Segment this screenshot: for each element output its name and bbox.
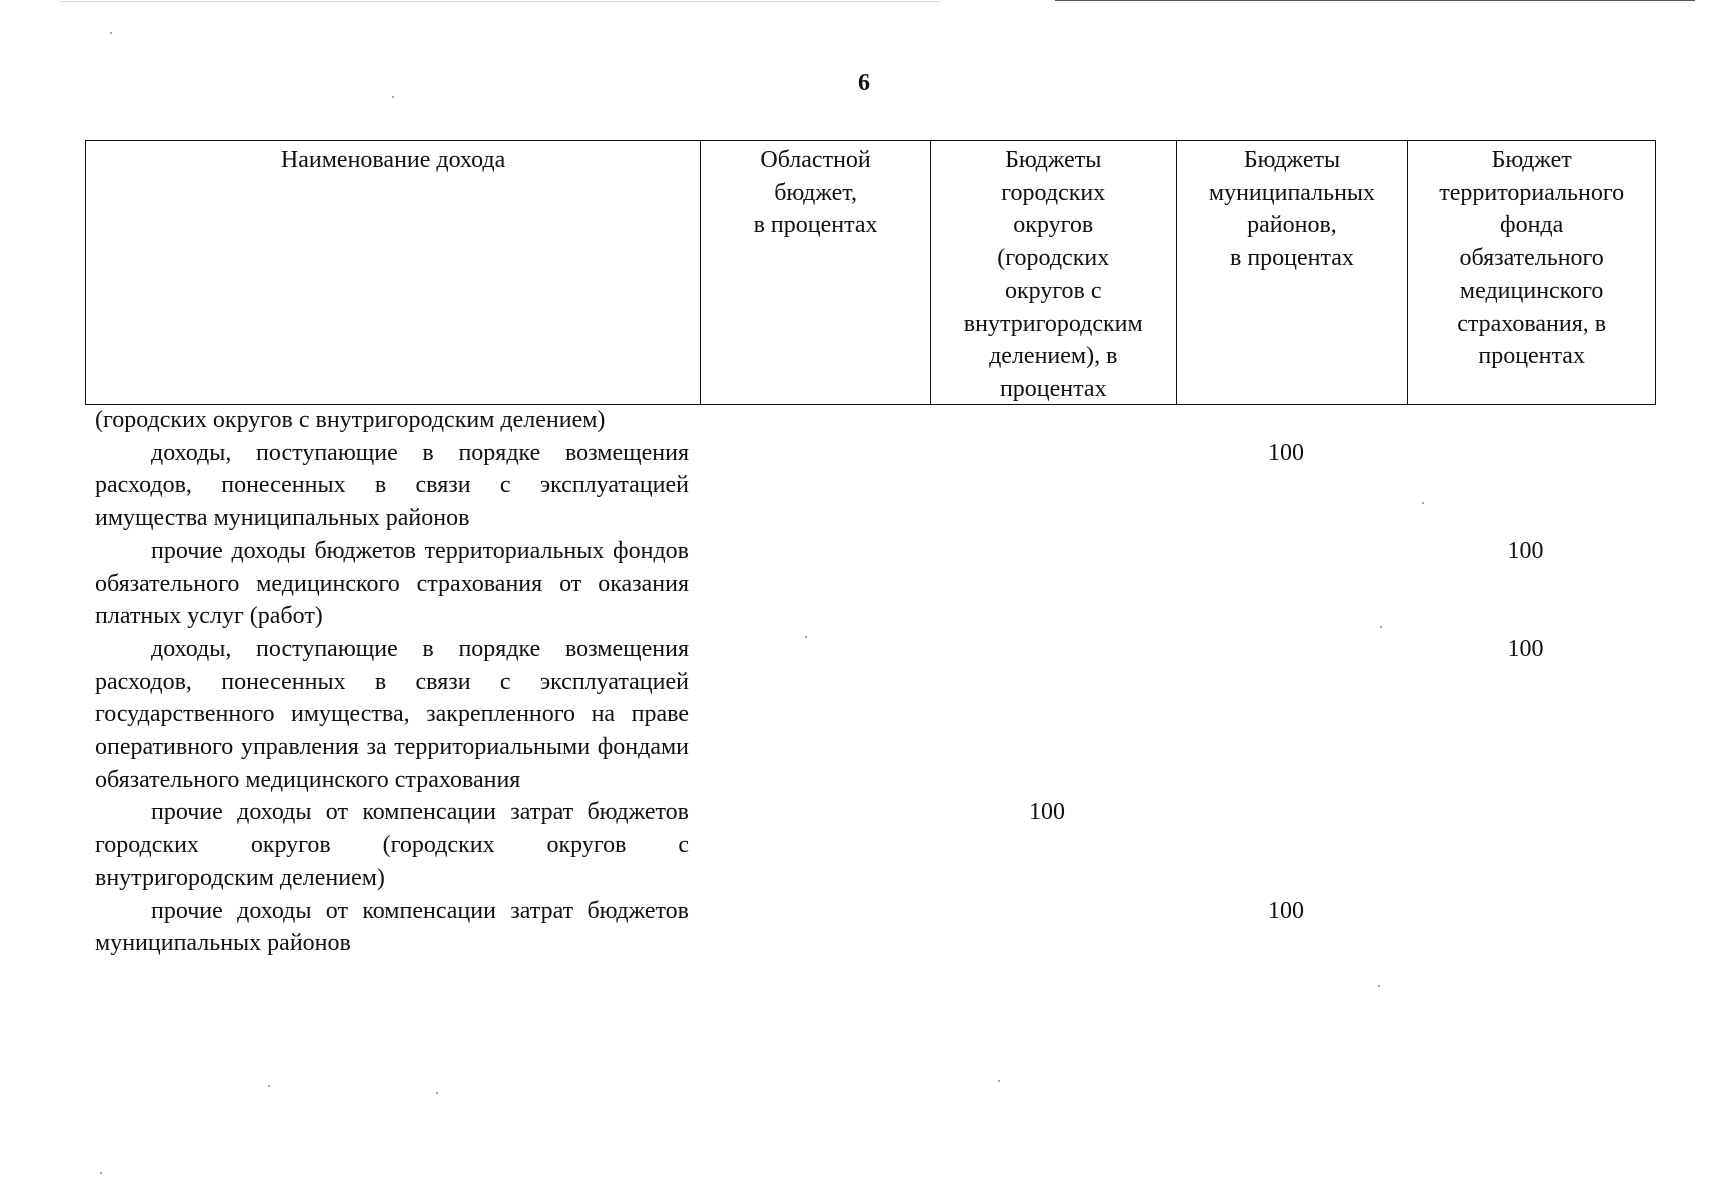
- scan-speck: [1422, 502, 1424, 504]
- header-tfoms-budget: Бюджет территориального фонда обязательного медицинского страхования, в процентах: [1439, 147, 1625, 370]
- scan-speck: [268, 1085, 270, 1087]
- scan-edge-lines: [0, 0, 1709, 4]
- table-row: [95, 633, 1655, 797]
- row-tfoms-value: 100: [1507, 537, 1544, 564]
- table-row: [95, 437, 1655, 535]
- scan-speck: [110, 32, 112, 34]
- row-city-value: 100: [1029, 799, 1065, 826]
- header-municipal-budgets: Бюджеты муниципальных районов, в процентах: [1177, 141, 1409, 404]
- table-row: [95, 895, 1655, 960]
- header-income-name: Наименование дохода: [86, 141, 701, 404]
- header-city-budgets: Бюджеты городских округов (городских округов с внутригородским делением), в процентах: [931, 141, 1177, 404]
- table-row: [95, 796, 1655, 894]
- scan-speck: [100, 1172, 102, 1174]
- scan-speck: [1380, 626, 1382, 628]
- scan-speck: [436, 1092, 438, 1094]
- row-income-name: прочие доходы от компенсации затрат бюджетов городских округов (городских округов с внутригородским делением): [95, 799, 689, 891]
- header-regional-budget: Областной бюджет, в процентах: [701, 141, 931, 404]
- row-municipal-value: 100: [1268, 439, 1304, 466]
- row-income-name: прочие доходы от компенсации затрат бюджетов муниципальных районов: [95, 897, 689, 957]
- row-income-name: доходы, поступающие в порядке возмещения расходов, понесенных в связи с эксплуатацией имущества муниципальных районов: [95, 439, 689, 532]
- row-tfoms-value: 100: [1507, 635, 1544, 662]
- scan-speck: [392, 96, 394, 98]
- row-income-name: (городских округов с внутригородским делением): [95, 407, 606, 433]
- scan-speck: [805, 636, 807, 638]
- table-body: [95, 404, 1655, 960]
- scan-line-faint: [60, 1, 940, 2]
- scan-speck: [998, 1080, 1000, 1082]
- row-income-name: доходы, поступающие в порядке возмещения расходов, понесенных в связи с эксплуатацией государственного имущества, закрепленного на праве оперативного управления за территориальными фондами обязательного медицинского страхования: [95, 635, 689, 793]
- row-municipal-value: 100: [1268, 897, 1304, 924]
- scan-speck: [1378, 985, 1380, 987]
- page-number: 6: [858, 70, 870, 96]
- scan-line-dark: [1055, 0, 1695, 1]
- table-row: [95, 404, 1655, 437]
- table-header: [85, 140, 1656, 405]
- table-row: [95, 535, 1655, 633]
- row-income-name: прочие доходы бюджетов территориальных фондов обязательного медицинского страхования от оказания платных услуг (работ): [95, 537, 689, 630]
